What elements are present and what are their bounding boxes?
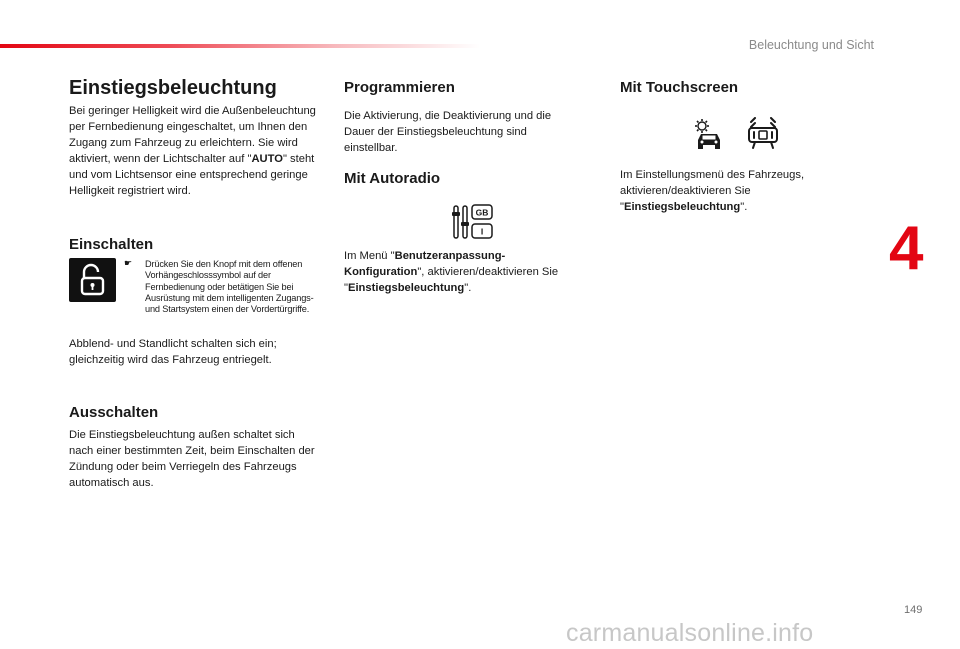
autoradio-heading: Mit Autoradio — [344, 170, 441, 187]
programmieren-paragraph: Die Aktivierung, die Deaktivierung und die Dauer der Einstiegsbeleuchtung sind einstellbar. — [344, 110, 552, 154]
ausschalten-paragraph: Die Einstiegsbeleuchtung außen schaltet sich nach einer bestimmten Zeit, beim Einschalten der Zündung oder beim Verriegeln des Fahrzeugs automatisch aus. — [69, 429, 315, 489]
radio-icon-i-label: I — [480, 226, 484, 237]
watermark: carmanualsonline.info — [566, 619, 814, 647]
einschalten-heading: Einschalten — [69, 236, 154, 253]
bullet-marker: ☛ — [124, 258, 133, 268]
chapter-title: Beleuchtung und Sicht — [748, 38, 874, 52]
ausschalten-heading: Ausschalten — [69, 404, 159, 421]
autoradio-text-1: Im Menü " — [344, 250, 395, 262]
menu-name-label: Benutzeranpassung-Konfiguration — [344, 250, 506, 278]
section-title: Einstiegsbeleuchtung — [69, 77, 277, 99]
page-number: 149 — [904, 604, 923, 616]
touchscreen-feature-label: Einstiegsbeleuchtung — [623, 201, 741, 213]
vehicle-settings-icon — [692, 117, 726, 151]
autoradio-text-2: ", aktivieren/deaktivieren Sie " — [344, 266, 559, 294]
intro-text-end: " steht und vom Lichtsensor eine entsprechend geringe Helligkeit registriert wird. — [69, 153, 315, 197]
einschalten-result: Abblend- und Standlicht schalten sich ein; gleichzeitig wird das Fahrzeug entriegelt. — [69, 338, 277, 366]
bullet-instruction: Drücken Sie den Knopf mit dem offenen Vorhängeschlosssymbol auf der Fernbedienung oder betätigen Sie bei Ausrüstung mit dem intelligenten Zugangs- und Startsystem einen der Vordertürgriffe. — [145, 259, 314, 315]
autoradio-text-3: ". — [464, 282, 472, 294]
touchscreen-text-2: ". — [740, 201, 748, 213]
touchscreen-text-1: Im Einstellungsmenü des Fahrzeugs, aktivieren/deaktivieren Sie " — [620, 169, 805, 213]
intro-text: Bei geringer Helligkeit wird die Außenbeleuchtung per Fernbedienung eingeschaltet, um Ihnen den Zugang zum Fahrzeug zu erleichtern. Sie wird aktiviert, wenn der Lichtschalter auf " — [69, 105, 316, 165]
intro-paragraph — [69, 103, 321, 199]
feature-name-label: Einstiegsbeleuchtung — [347, 282, 465, 294]
touchscreen-paragraph — [620, 167, 828, 215]
radio-settings-sliders-icon — [451, 203, 495, 241]
touchscreen-heading: Mit Touchscreen — [620, 79, 739, 96]
autoradio-paragraph — [344, 248, 582, 296]
unlock-padlock-icon — [69, 258, 116, 302]
auto-label: AUTO — [251, 153, 283, 165]
radio-icon-gb-label: GB — [475, 207, 489, 218]
programmieren-heading: Programmieren — [344, 79, 455, 96]
header-accent-bar — [0, 44, 480, 48]
headlights-car-front-icon — [745, 117, 781, 151]
chapter-number: 4 — [889, 214, 924, 283]
